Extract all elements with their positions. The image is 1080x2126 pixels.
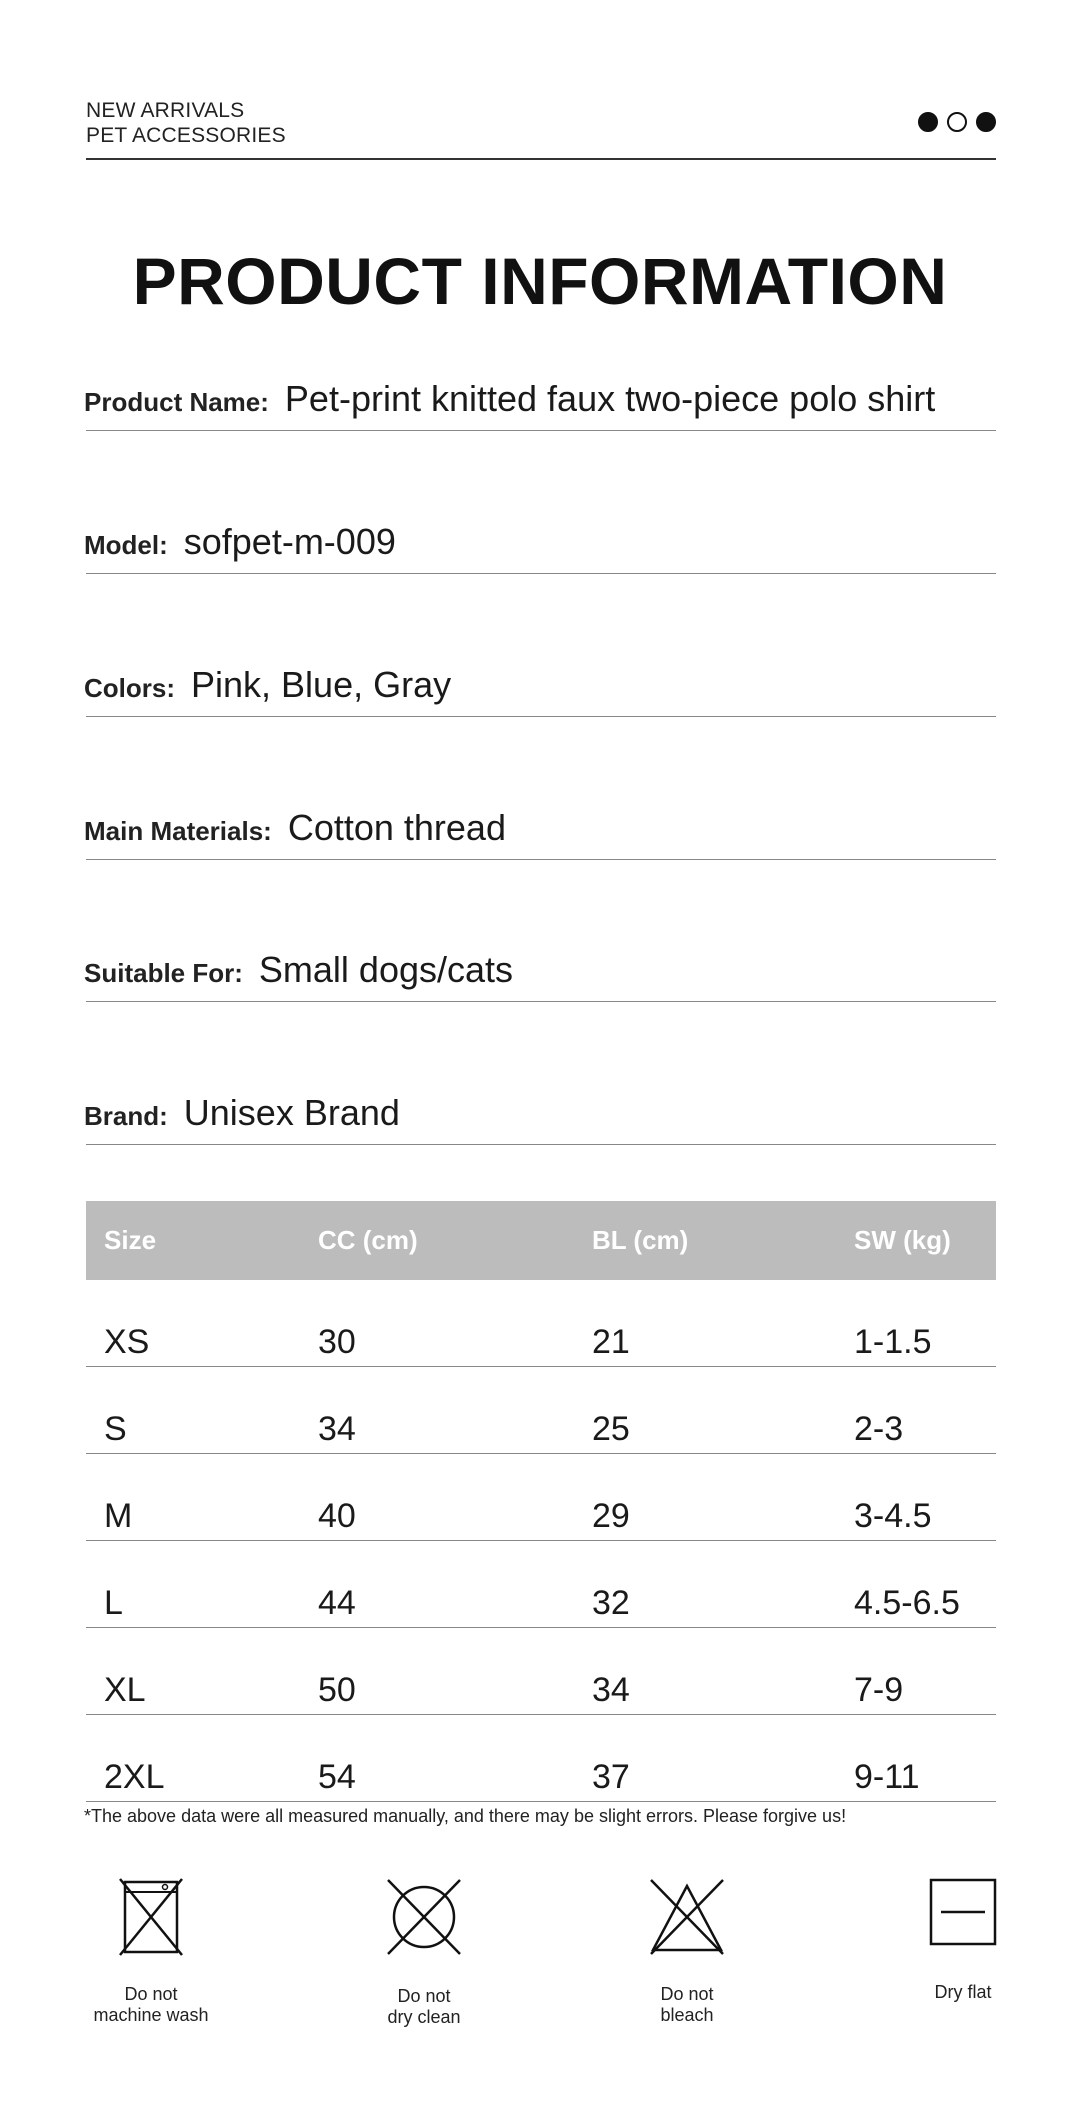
care-label-line: dry clean — [387, 2007, 461, 2027]
table-cell: 29 — [592, 1497, 630, 1535]
info-row-colors — [86, 657, 996, 717]
page-title: PRODUCT INFORMATION — [132, 244, 948, 318]
info-row-model — [86, 514, 996, 574]
table-row — [86, 1628, 996, 1715]
table-cell: M — [104, 1497, 133, 1535]
info-value: Pet-print knitted faux two-piece polo shirt — [284, 378, 936, 419]
table-row — [86, 1280, 996, 1367]
table-cell: 34 — [318, 1410, 356, 1448]
care-label — [863, 1982, 1063, 2003]
care-label — [51, 1984, 251, 2026]
info-row-materials — [86, 800, 996, 860]
no-machine-wash-icon — [119, 1878, 183, 1956]
dry-flat-icon — [929, 1878, 997, 1948]
care-label-line: Do not — [124, 1984, 178, 2004]
measurement-note: *The above data were all measured manually, and there may be slight errors. Please forgive us! — [84, 1806, 847, 1826]
hollow-dot-icon — [947, 112, 967, 132]
table-cell: L — [104, 1584, 123, 1622]
filled-dot-icon — [976, 112, 996, 132]
table-cell: 9-11 — [854, 1758, 920, 1796]
info-label: Colors: — [84, 673, 175, 703]
table-cell: 25 — [592, 1410, 630, 1448]
info-value: Cotton thread — [287, 807, 506, 848]
table-cell: 21 — [592, 1323, 630, 1361]
table-header-cell: BL (cm) — [592, 1225, 689, 1255]
table-cell: 34 — [592, 1671, 630, 1709]
table-header-cell: Size — [104, 1225, 157, 1255]
table-cell: 32 — [592, 1584, 630, 1622]
care-item-dry-flat — [863, 1878, 1063, 2003]
table-cell: 44 — [318, 1584, 356, 1622]
info-label: Model: — [84, 530, 168, 560]
info-label: Product Name: — [84, 387, 269, 417]
table-cell: 1-1.5 — [854, 1323, 932, 1361]
table-cell: 37 — [592, 1758, 630, 1796]
info-value: Pink, Blue, Gray — [191, 664, 452, 705]
table-cell: 2XL — [104, 1758, 165, 1796]
table-cell: 4.5-6.5 — [854, 1584, 960, 1622]
care-item-no-dry-clean — [324, 1878, 524, 2028]
table-cell: XS — [104, 1323, 150, 1361]
no-bleach-icon — [647, 1878, 727, 1956]
info-value: Small dogs/cats — [258, 949, 514, 990]
table-cell: XL — [104, 1671, 146, 1709]
table-row — [86, 1367, 996, 1454]
table-cell: 3-4.5 — [854, 1497, 932, 1535]
table-header-cell: CC (cm) — [318, 1225, 418, 1255]
table-header-cell: SW (kg) — [854, 1225, 951, 1255]
table-cell: 40 — [318, 1497, 356, 1535]
info-row-suitable-for — [86, 942, 996, 1002]
table-row — [86, 1454, 996, 1541]
care-label-line: Do not — [397, 1986, 451, 2006]
care-label-line: Do not — [660, 1984, 714, 2004]
info-label: Brand: — [84, 1101, 168, 1131]
table-row — [86, 1715, 996, 1802]
table-cell: 2-3 — [854, 1410, 904, 1448]
table-cell: 7-9 — [854, 1671, 904, 1709]
table-row — [86, 1541, 996, 1628]
info-value: sofpet-m-009 — [183, 521, 396, 562]
info-label: Main Materials: — [84, 816, 272, 846]
header-line-1: NEW ARRIVALS — [86, 99, 245, 122]
info-value: Unisex Brand — [183, 1092, 400, 1133]
care-label-line: bleach — [660, 2005, 714, 2025]
table-cell: 54 — [318, 1758, 356, 1796]
care-item-no-machine-wash — [51, 1878, 251, 2026]
table-header — [86, 1201, 996, 1280]
info-row-brand — [86, 1085, 996, 1145]
care-label-line: Dry flat — [934, 1982, 992, 2002]
no-dry-clean-icon — [384, 1878, 464, 1956]
table-cell: 50 — [318, 1671, 356, 1709]
care-label — [324, 1986, 524, 2028]
care-label — [587, 1984, 787, 2026]
decorative-dots — [918, 112, 996, 132]
table-cell: S — [104, 1410, 127, 1448]
filled-dot-icon — [918, 112, 938, 132]
table-cell: 30 — [318, 1323, 356, 1361]
header-line-2: PET ACCESSORIES — [86, 124, 286, 147]
info-label: Suitable For: — [84, 958, 243, 988]
care-item-no-bleach — [587, 1878, 787, 2026]
care-label-line: machine wash — [93, 2005, 209, 2025]
size-table — [86, 1201, 996, 1802]
page-header — [86, 98, 996, 160]
info-row-product-name — [86, 371, 996, 431]
